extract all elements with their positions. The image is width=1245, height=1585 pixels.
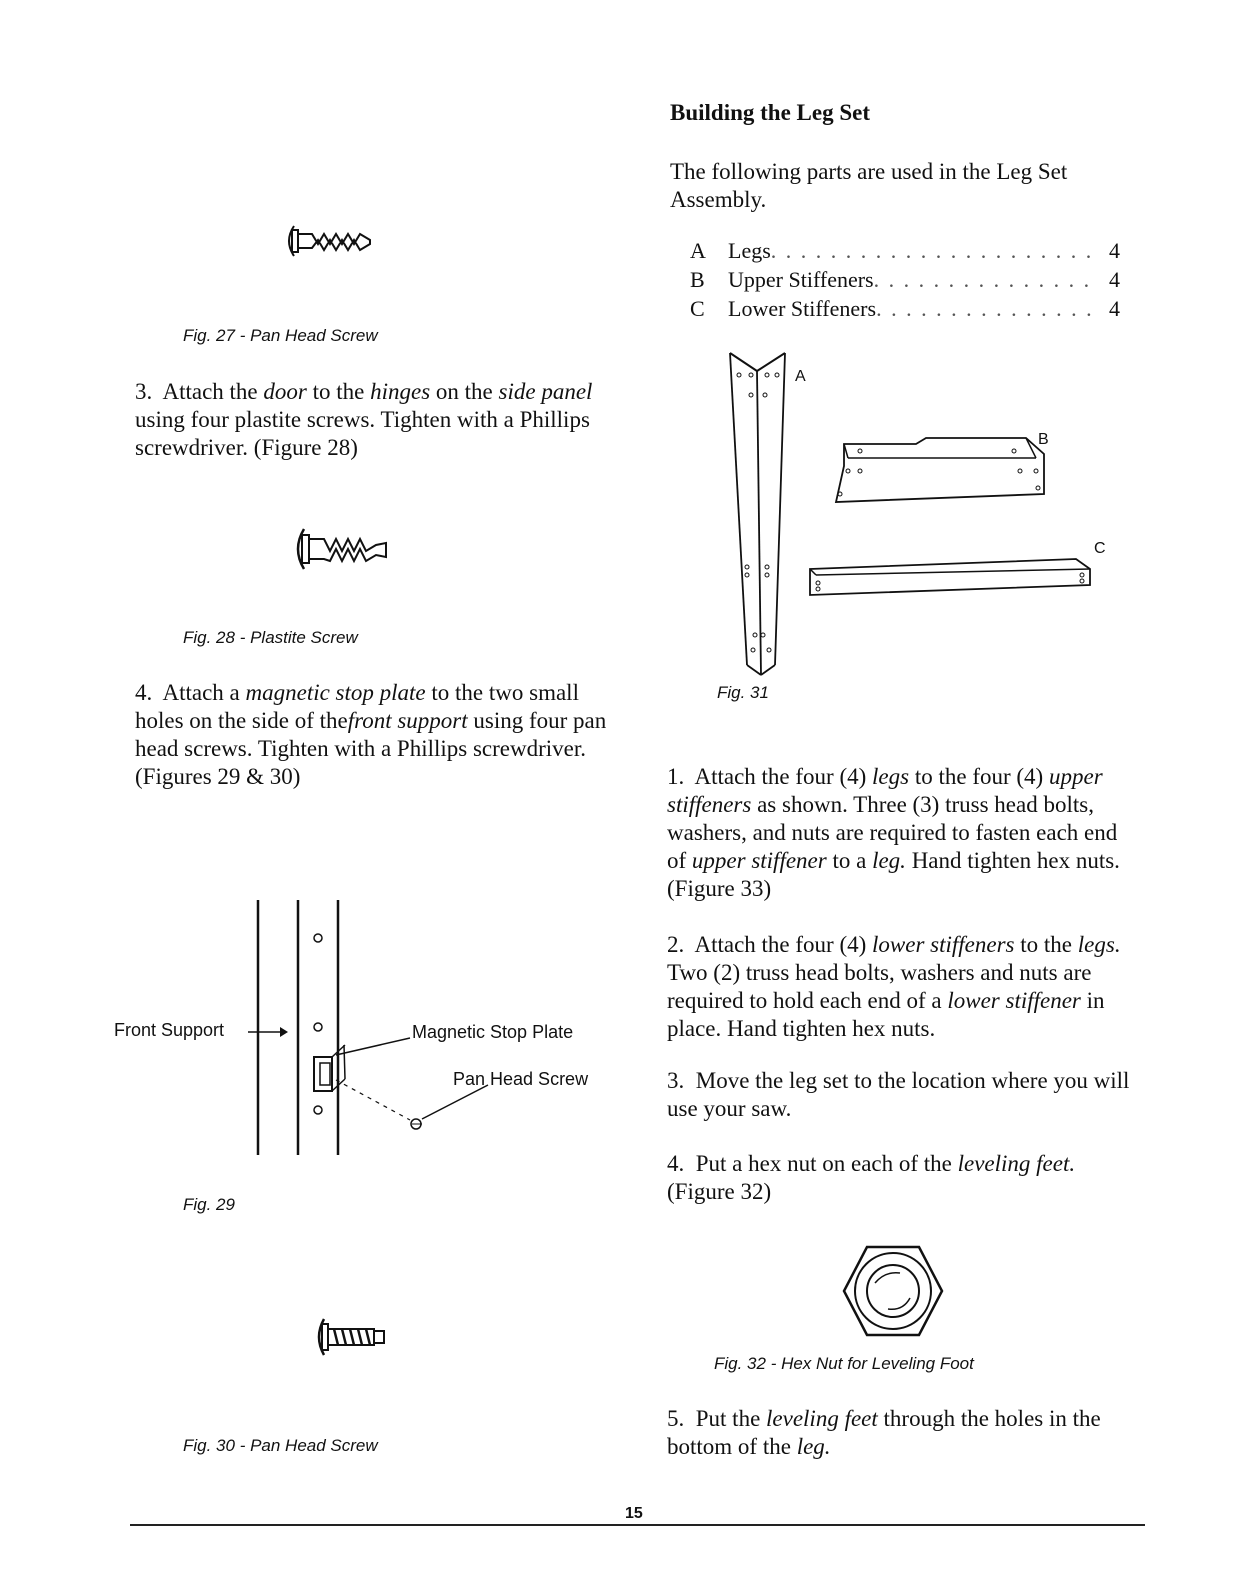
fig31-upper-stiffener xyxy=(826,436,1051,506)
pan-head-screw-label: Pan Head Screw xyxy=(453,1069,589,1089)
step3-text: 3. Attach the door to the hinges on the side panel using four plastite screws. Tighten with a Phillips screwdriver. (Figure 28) xyxy=(135,379,593,460)
fig31-label-a: A xyxy=(795,368,806,385)
parts-row-b: B Upper Stiffeners . . . 4 xyxy=(690,265,1120,294)
hex-nut-icon xyxy=(840,1243,946,1339)
magnetic-stop-plate-label: Magnetic Stop Plate xyxy=(412,1022,574,1042)
fig31-leg-diagram xyxy=(725,345,795,680)
step4-text: 4. Attach a magnetic stop plate to the two small holes on the side of thefront support using four pan head screws. Tighten with a Phillips screwdriver. (Figures 29 & 30) xyxy=(135,680,607,789)
section-heading: Building the Leg Set xyxy=(670,100,871,125)
step3-right-text: 3. Move the leg set to the location where you will use your saw. xyxy=(667,1068,1130,1121)
fig31-label-c: C xyxy=(1094,540,1106,557)
pan-head-screw-icon xyxy=(312,1315,392,1359)
fig31-lower-stiffener xyxy=(806,555,1096,600)
fig28-caption: Fig. 28 - Plastite Screw xyxy=(183,628,358,647)
footer-rule xyxy=(130,1524,1145,1526)
step5-text: 5. Put the leveling feet through the holes in the bottom of the leg. xyxy=(667,1406,1101,1459)
step1-text: 1. Attach the four (4) legs to the four (4) upper stiffeners as shown. Three (3) truss head bolts, washers, and nuts are required to fasten each end of upper stiffener to a leg. Hand tighten hex nuts. (Figure 33) xyxy=(667,764,1120,901)
fig31-label-b: B xyxy=(1038,431,1049,448)
front-support-label: Front Support xyxy=(114,1020,225,1040)
page-number: 15 xyxy=(625,1505,643,1522)
fig31-caption: Fig. 31 xyxy=(717,683,769,702)
parts-list xyxy=(690,236,1120,323)
fig29-caption: Fig. 29 xyxy=(183,1195,235,1214)
step4-right-text: 4. Put a hex nut on each of the leveling feet. (Figure 32) xyxy=(667,1151,1076,1204)
pan-head-screw-icon xyxy=(282,222,382,262)
arrow-right-icon xyxy=(248,1022,288,1042)
step2-text: 2. Attach the four (4) lower stiffeners to the legs. Two (2) truss head bolts, washers and nuts are required to hold each end of a lower stiffener in place. Hand tighten hex nuts. xyxy=(667,932,1121,1041)
fig30-caption: Fig. 30 - Pan Head Screw xyxy=(183,1436,378,1455)
plastite-screw-icon xyxy=(290,525,390,575)
fig27-caption: Fig. 27 - Pan Head Screw xyxy=(183,326,378,345)
fig32-caption: Fig. 32 - Hex Nut for Leveling Foot xyxy=(714,1354,974,1373)
intro-text: The following parts are used in the Leg Set Assembly. xyxy=(670,159,1068,212)
parts-row-c: C Lower Stiffeners . . . 4 xyxy=(690,294,1120,323)
parts-row-a: A Legs . . . 4 xyxy=(690,236,1120,265)
